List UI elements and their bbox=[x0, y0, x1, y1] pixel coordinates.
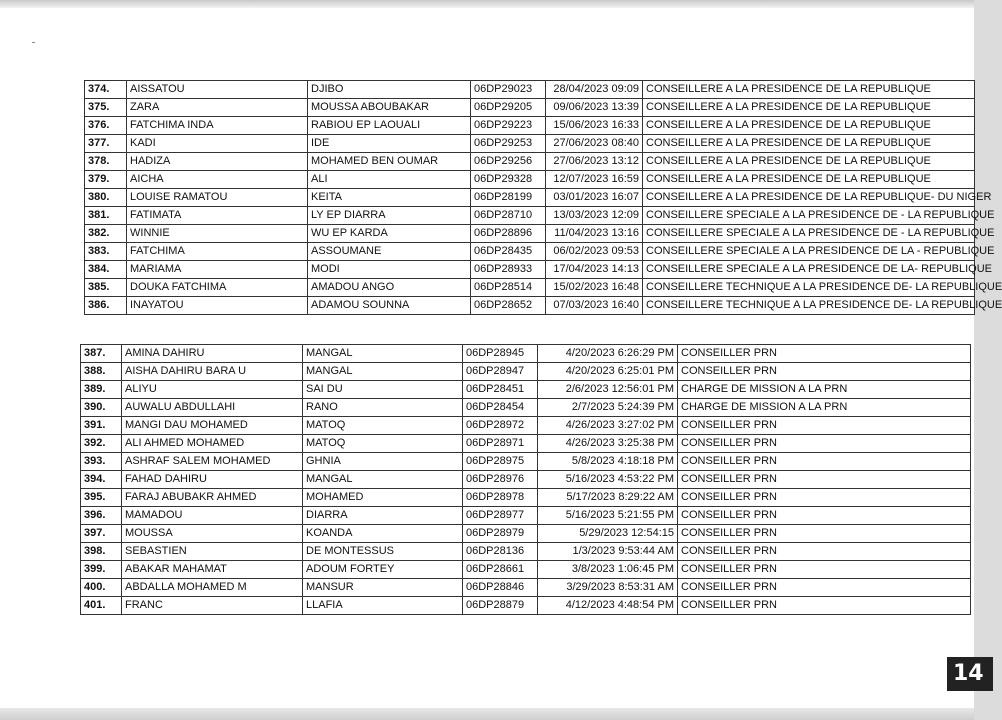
date-time-cell: 06/02/2023 09:53 bbox=[546, 243, 643, 261]
row-number-cell: 387. bbox=[81, 345, 122, 363]
last-name-cell: RABIOU EP LAOUALI bbox=[308, 117, 471, 135]
table-row bbox=[81, 381, 971, 399]
first-name-cell: ABDALLA MOHAMED M bbox=[122, 579, 303, 597]
permit-code-cell: 06DP28454 bbox=[463, 399, 538, 417]
position-title-cell: CONSEILLER PRN bbox=[678, 417, 971, 435]
position-title-cell: CHARGE DE MISSION A LA PRN bbox=[678, 381, 971, 399]
registry-table-2 bbox=[80, 344, 971, 615]
position-title-cell: CONSEILLER PRN bbox=[678, 471, 971, 489]
table-row bbox=[81, 453, 971, 471]
table-row bbox=[81, 597, 971, 615]
first-name-cell: MANGI DAU MOHAMED bbox=[122, 417, 303, 435]
position-title-cell: CONSEILLER PRN bbox=[678, 543, 971, 561]
position-title-cell: CONSEILLERE A LA PRESIDENCE DE LA REPUBLIQUE bbox=[643, 81, 975, 99]
permit-code-cell: 06DP28199 bbox=[471, 189, 546, 207]
permit-code-cell: 06DP28978 bbox=[463, 489, 538, 507]
permit-code-cell: 06DP29205 bbox=[471, 99, 546, 117]
date-time-cell: 11/04/2023 13:16 bbox=[546, 225, 643, 243]
position-title-cell: CONSEILLER PRN bbox=[678, 597, 971, 615]
page-number: 14 bbox=[947, 657, 993, 691]
row-number-cell: 378. bbox=[85, 153, 127, 171]
position-title-cell: CHARGE DE MISSION A LA PRN bbox=[678, 399, 971, 417]
table-row bbox=[81, 399, 971, 417]
table-row bbox=[85, 153, 975, 171]
permit-code-cell: 06DP28652 bbox=[471, 297, 546, 315]
date-time-cell: 5/17/2023 8:29:22 AM bbox=[538, 489, 678, 507]
first-name-cell: MAMADOU bbox=[122, 507, 303, 525]
first-name-cell: FATCHIMA INDA bbox=[127, 117, 308, 135]
first-name-cell: FAHAD DAHIRU bbox=[122, 471, 303, 489]
last-name-cell: MODI bbox=[308, 261, 471, 279]
first-name-cell: ZARA bbox=[127, 99, 308, 117]
date-time-cell: 5/16/2023 5:21:55 PM bbox=[538, 507, 678, 525]
first-name-cell: INAYATOU bbox=[127, 297, 308, 315]
row-number-cell: 389. bbox=[81, 381, 122, 399]
first-name-cell: AMINA DAHIRU bbox=[122, 345, 303, 363]
last-name-cell: MANSUR bbox=[303, 579, 463, 597]
last-name-cell: DE MONTESSUS bbox=[303, 543, 463, 561]
row-number-cell: 399. bbox=[81, 561, 122, 579]
table-row bbox=[85, 243, 975, 261]
first-name-cell: AUWALU ABDULLAHI bbox=[122, 399, 303, 417]
row-number-cell: 397. bbox=[81, 525, 122, 543]
position-title-cell: CONSEILLER PRN bbox=[678, 345, 971, 363]
position-title-cell: CONSEILLERE SPECIALE A LA PRESIDENCE DE - LA REPUBLIQUE bbox=[643, 207, 975, 225]
last-name-cell: MANGAL bbox=[303, 471, 463, 489]
position-title-cell: CONSEILLERE TECHNIQUE A LA PRESIDENCE DE- LA REPUBLIQUE bbox=[643, 279, 975, 297]
row-number-cell: 385. bbox=[85, 279, 127, 297]
last-name-cell: DJIBO bbox=[308, 81, 471, 99]
first-name-cell: FRANC bbox=[122, 597, 303, 615]
position-title-cell: CONSEILLERE TECHNIQUE A LA PRESIDENCE DE- LA REPUBLIQUE bbox=[643, 297, 975, 315]
row-number-cell: 381. bbox=[85, 207, 127, 225]
row-number-cell: 391. bbox=[81, 417, 122, 435]
first-name-cell: MOUSSA bbox=[122, 525, 303, 543]
permit-code-cell: 06DP28451 bbox=[463, 381, 538, 399]
first-name-cell: LOUISE RAMATOU bbox=[127, 189, 308, 207]
permit-code-cell: 06DP28514 bbox=[471, 279, 546, 297]
position-title-cell: CONSEILLER PRN bbox=[678, 453, 971, 471]
table-row bbox=[85, 225, 975, 243]
date-time-cell: 3/8/2023 1:06:45 PM bbox=[538, 561, 678, 579]
first-name-cell: FARAJ ABUBAKR AHMED bbox=[122, 489, 303, 507]
position-title-cell: CONSEILLERE SPECIALE A LA PRESIDENCE DE LA- REPUBLIQUE bbox=[643, 261, 975, 279]
row-number-cell: 398. bbox=[81, 543, 122, 561]
permit-code-cell: 06DP29328 bbox=[471, 171, 546, 189]
last-name-cell: AMADOU ANGO bbox=[308, 279, 471, 297]
last-name-cell: KEITA bbox=[308, 189, 471, 207]
last-name-cell: ALI bbox=[308, 171, 471, 189]
row-number-cell: 374. bbox=[85, 81, 127, 99]
row-number-cell: 400. bbox=[81, 579, 122, 597]
date-time-cell: 4/26/2023 3:27:02 PM bbox=[538, 417, 678, 435]
table-row bbox=[81, 345, 971, 363]
last-name-cell: MOHAMED BEN OUMAR bbox=[308, 153, 471, 171]
date-time-cell: 15/06/2023 16:33 bbox=[546, 117, 643, 135]
row-number-cell: 396. bbox=[81, 507, 122, 525]
position-title-cell: CONSEILLERE A LA PRESIDENCE DE LA REPUBLIQUE- DU NIGER bbox=[643, 189, 975, 207]
first-name-cell: DOUKA FATCHIMA bbox=[127, 279, 308, 297]
position-title-cell: CONSEILLER PRN bbox=[678, 525, 971, 543]
table-row bbox=[85, 99, 975, 117]
last-name-cell: DIARRA bbox=[303, 507, 463, 525]
table-row bbox=[81, 579, 971, 597]
permit-code-cell: 06DP28971 bbox=[463, 435, 538, 453]
last-name-cell: GHNIA bbox=[303, 453, 463, 471]
table-row bbox=[85, 261, 975, 279]
table-row bbox=[85, 117, 975, 135]
table-row bbox=[81, 417, 971, 435]
position-title-cell: CONSEILLERE SPECIALE A LA PRESIDENCE DE - LA REPUBLIQUE bbox=[643, 225, 975, 243]
date-time-cell: 03/01/2023 16:07 bbox=[546, 189, 643, 207]
date-time-cell: 3/29/2023 8:53:31 AM bbox=[538, 579, 678, 597]
position-title-cell: CONSEILLER PRN bbox=[678, 579, 971, 597]
date-time-cell: 17/04/2023 14:13 bbox=[546, 261, 643, 279]
first-name-cell: FATCHIMA bbox=[127, 243, 308, 261]
last-name-cell: RANO bbox=[303, 399, 463, 417]
row-number-cell: 383. bbox=[85, 243, 127, 261]
row-number-cell: 376. bbox=[85, 117, 127, 135]
last-name-cell: ADAMOU SOUNNA bbox=[308, 297, 471, 315]
date-time-cell: 27/06/2023 08:40 bbox=[546, 135, 643, 153]
table-row bbox=[81, 543, 971, 561]
row-number-cell: 393. bbox=[81, 453, 122, 471]
last-name-cell: MATOQ bbox=[303, 435, 463, 453]
first-name-cell: ABAKAR MAHAMAT bbox=[122, 561, 303, 579]
table-row bbox=[85, 81, 975, 99]
first-name-cell: ALIYU bbox=[122, 381, 303, 399]
last-name-cell: SAI DU bbox=[303, 381, 463, 399]
permit-code-cell: 06DP28879 bbox=[463, 597, 538, 615]
row-number-cell: 375. bbox=[85, 99, 127, 117]
row-number-cell: 388. bbox=[81, 363, 122, 381]
table-row bbox=[81, 525, 971, 543]
first-name-cell: KADI bbox=[127, 135, 308, 153]
first-name-cell: SEBASTIEN bbox=[122, 543, 303, 561]
position-title-cell: CONSEILLER PRN bbox=[678, 507, 971, 525]
table-row bbox=[85, 297, 975, 315]
registry-table-1 bbox=[84, 80, 1002, 315]
permit-code-cell: 06DP29223 bbox=[471, 117, 546, 135]
position-title-cell: CONSEILLERE A LA PRESIDENCE DE LA REPUBLIQUE bbox=[643, 135, 975, 153]
last-name-cell: MOHAMED bbox=[303, 489, 463, 507]
last-name-cell: MATOQ bbox=[303, 417, 463, 435]
first-name-cell: WINNIE bbox=[127, 225, 308, 243]
permit-code-cell: 06DP28945 bbox=[463, 345, 538, 363]
table-row bbox=[81, 561, 971, 579]
last-name-cell: IDE bbox=[308, 135, 471, 153]
position-title-cell: CONSEILLERE A LA PRESIDENCE DE LA REPUBLIQUE bbox=[643, 99, 975, 117]
permit-code-cell: 06DP29256 bbox=[471, 153, 546, 171]
permit-code-cell: 06DP28972 bbox=[463, 417, 538, 435]
position-title-cell: CONSEILLERE SPECIALE A LA PRESIDENCE DE LA - REPUBLIQUE bbox=[643, 243, 975, 261]
permit-code-cell: 06DP28933 bbox=[471, 261, 546, 279]
first-name-cell: AICHA bbox=[127, 171, 308, 189]
date-time-cell: 27/06/2023 13:12 bbox=[546, 153, 643, 171]
table-row bbox=[85, 207, 975, 225]
permit-code-cell: 06DP28435 bbox=[471, 243, 546, 261]
permit-code-cell: 06DP29023 bbox=[471, 81, 546, 99]
row-number-cell: 394. bbox=[81, 471, 122, 489]
table-row bbox=[81, 471, 971, 489]
first-name-cell: AISHA DAHIRU BARA U bbox=[122, 363, 303, 381]
date-time-cell: 2/7/2023 5:24:39 PM bbox=[538, 399, 678, 417]
date-time-cell: 5/8/2023 4:18:18 PM bbox=[538, 453, 678, 471]
last-name-cell: KOANDA bbox=[303, 525, 463, 543]
table-row bbox=[81, 507, 971, 525]
scan-speck bbox=[32, 42, 35, 43]
permit-code-cell: 06DP29253 bbox=[471, 135, 546, 153]
date-time-cell: 1/3/2023 9:53:44 AM bbox=[538, 543, 678, 561]
permit-code-cell: 06DP28661 bbox=[463, 561, 538, 579]
row-number-cell: 377. bbox=[85, 135, 127, 153]
position-title-cell: CONSEILLER PRN bbox=[678, 489, 971, 507]
row-number-cell: 395. bbox=[81, 489, 122, 507]
first-name-cell: MARIAMA bbox=[127, 261, 308, 279]
table-row bbox=[85, 135, 975, 153]
row-number-cell: 384. bbox=[85, 261, 127, 279]
first-name-cell: HADIZA bbox=[127, 153, 308, 171]
date-time-cell: 5/29/2023 12:54:15 bbox=[538, 525, 678, 543]
permit-code-cell: 06DP28710 bbox=[471, 207, 546, 225]
date-time-cell: 07/03/2023 16:40 bbox=[546, 297, 643, 315]
table-row bbox=[85, 171, 975, 189]
date-time-cell: 4/20/2023 6:25:01 PM bbox=[538, 363, 678, 381]
permit-code-cell: 06DP28977 bbox=[463, 507, 538, 525]
position-title-cell: CONSEILLERE A LA PRESIDENCE DE LA REPUBLIQUE bbox=[643, 153, 975, 171]
date-time-cell: 15/02/2023 16:48 bbox=[546, 279, 643, 297]
row-number-cell: 382. bbox=[85, 225, 127, 243]
permit-code-cell: 06DP28947 bbox=[463, 363, 538, 381]
last-name-cell: MANGAL bbox=[303, 363, 463, 381]
date-time-cell: 2/6/2023 12:56:01 PM bbox=[538, 381, 678, 399]
first-name-cell: AISSATOU bbox=[127, 81, 308, 99]
permit-code-cell: 06DP28896 bbox=[471, 225, 546, 243]
position-title-cell: CONSEILLER PRN bbox=[678, 561, 971, 579]
date-time-cell: 12/07/2023 16:59 bbox=[546, 171, 643, 189]
table-row bbox=[85, 189, 975, 207]
row-number-cell: 392. bbox=[81, 435, 122, 453]
permit-code-cell: 06DP28976 bbox=[463, 471, 538, 489]
row-number-cell: 390. bbox=[81, 399, 122, 417]
first-name-cell: FATIMATA bbox=[127, 207, 308, 225]
last-name-cell: WU EP KARDA bbox=[308, 225, 471, 243]
last-name-cell: LY EP DIARRA bbox=[308, 207, 471, 225]
bottom-edge-shadow bbox=[0, 708, 974, 720]
table-row bbox=[85, 279, 975, 297]
row-number-cell: 401. bbox=[81, 597, 122, 615]
row-number-cell: 386. bbox=[85, 297, 127, 315]
top-edge-shadow bbox=[0, 0, 974, 8]
last-name-cell: ASSOUMANE bbox=[308, 243, 471, 261]
position-title-cell: CONSEILLERE A LA PRESIDENCE DE LA REPUBLIQUE bbox=[643, 171, 975, 189]
row-number-cell: 380. bbox=[85, 189, 127, 207]
position-title-cell: CONSEILLER PRN bbox=[678, 363, 971, 381]
date-time-cell: 13/03/2023 12:09 bbox=[546, 207, 643, 225]
last-name-cell: MANGAL bbox=[303, 345, 463, 363]
permit-code-cell: 06DP28136 bbox=[463, 543, 538, 561]
permit-code-cell: 06DP28979 bbox=[463, 525, 538, 543]
last-name-cell: MOUSSA ABOUBAKAR bbox=[308, 99, 471, 117]
date-time-cell: 5/16/2023 4:53:22 PM bbox=[538, 471, 678, 489]
table-row bbox=[81, 435, 971, 453]
permit-code-cell: 06DP28846 bbox=[463, 579, 538, 597]
position-title-cell: CONSEILLERE A LA PRESIDENCE DE LA REPUBLIQUE bbox=[643, 117, 975, 135]
table-row bbox=[81, 489, 971, 507]
position-title-cell: CONSEILLER PRN bbox=[678, 435, 971, 453]
row-number-cell: 379. bbox=[85, 171, 127, 189]
date-time-cell: 4/12/2023 4:48:54 PM bbox=[538, 597, 678, 615]
last-name-cell: ADOUM FORTEY bbox=[303, 561, 463, 579]
date-time-cell: 09/06/2023 13:39 bbox=[546, 99, 643, 117]
table-row bbox=[81, 363, 971, 381]
date-time-cell: 4/20/2023 6:26:29 PM bbox=[538, 345, 678, 363]
date-time-cell: 4/26/2023 3:25:38 PM bbox=[538, 435, 678, 453]
last-name-cell: LLAFIA bbox=[303, 597, 463, 615]
permit-code-cell: 06DP28975 bbox=[463, 453, 538, 471]
first-name-cell: ALI AHMED MOHAMED bbox=[122, 435, 303, 453]
date-time-cell: 28/04/2023 09:09 bbox=[546, 81, 643, 99]
first-name-cell: ASHRAF SALEM MOHAMED bbox=[122, 453, 303, 471]
